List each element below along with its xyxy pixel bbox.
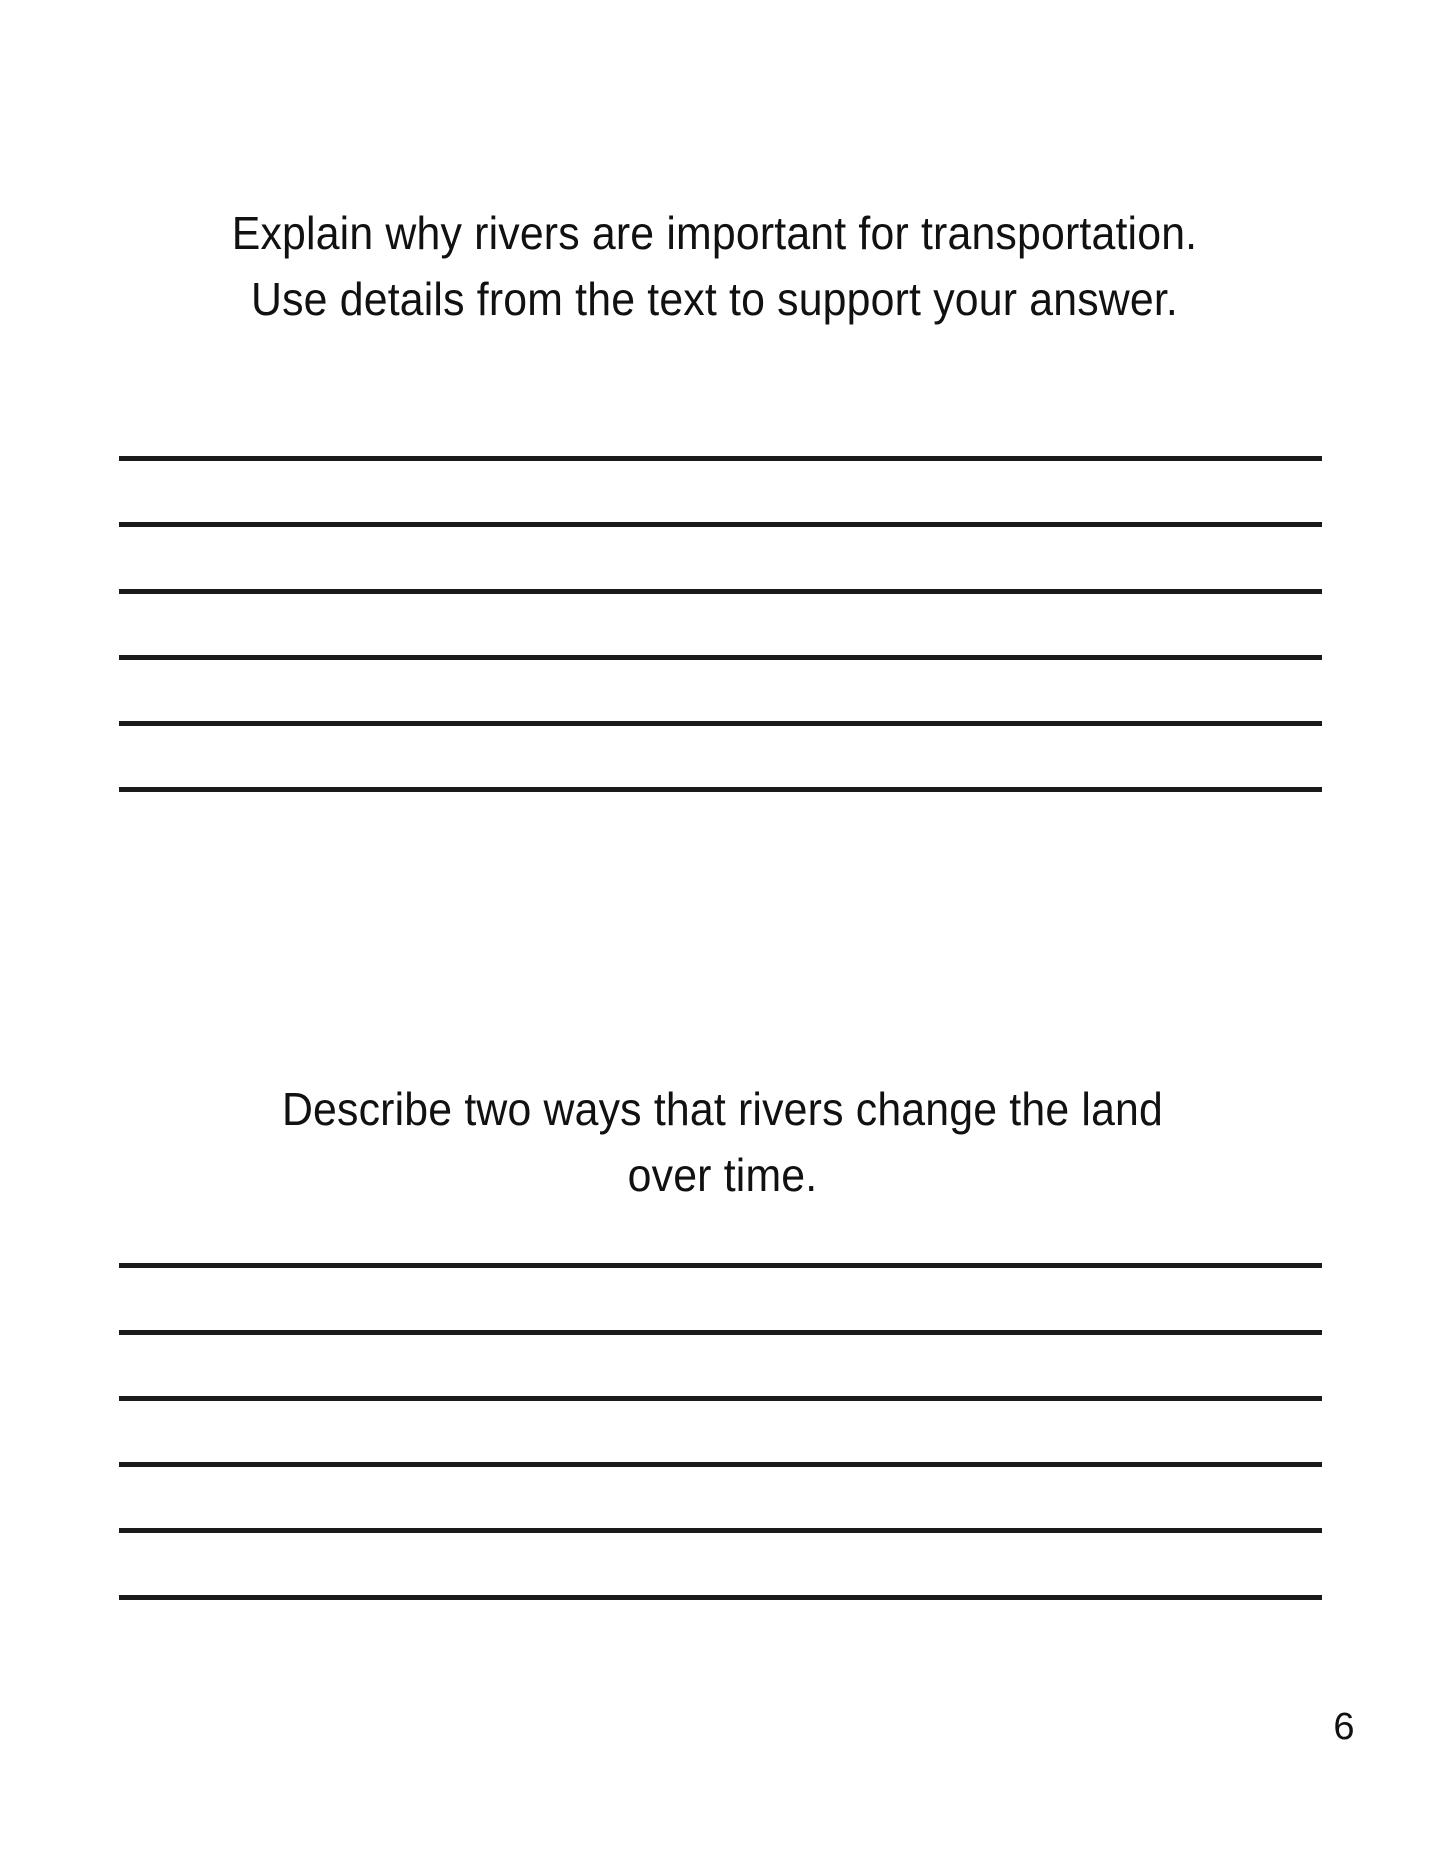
answer-line[interactable]: [119, 589, 1322, 594]
answer-line[interactable]: [119, 721, 1322, 726]
answer-line[interactable]: [119, 1263, 1322, 1268]
question-1-line-1: Explain why rivers are important for transportation.: [231, 207, 1198, 259]
answer-line[interactable]: [119, 1595, 1322, 1600]
question-2-prompt: [51, 1076, 1395, 1208]
answer-line[interactable]: [119, 456, 1322, 461]
answer-line[interactable]: [119, 1528, 1322, 1533]
answer-line[interactable]: [119, 522, 1322, 527]
answer-line[interactable]: [119, 655, 1322, 660]
question-2-line-1: Describe two ways that rivers change the land: [281, 1083, 1164, 1135]
answer-line[interactable]: [119, 1396, 1322, 1401]
page-number: 6: [1333, 1706, 1355, 1748]
answer-line[interactable]: [119, 1330, 1322, 1335]
answer-line[interactable]: [119, 1462, 1322, 1467]
answer-line[interactable]: [119, 787, 1322, 792]
question-2-line-2: over time.: [627, 1149, 818, 1201]
question-1-line-2: Use details from the text to support your answer.: [251, 273, 1178, 325]
question-1-prompt: [43, 200, 1387, 332]
